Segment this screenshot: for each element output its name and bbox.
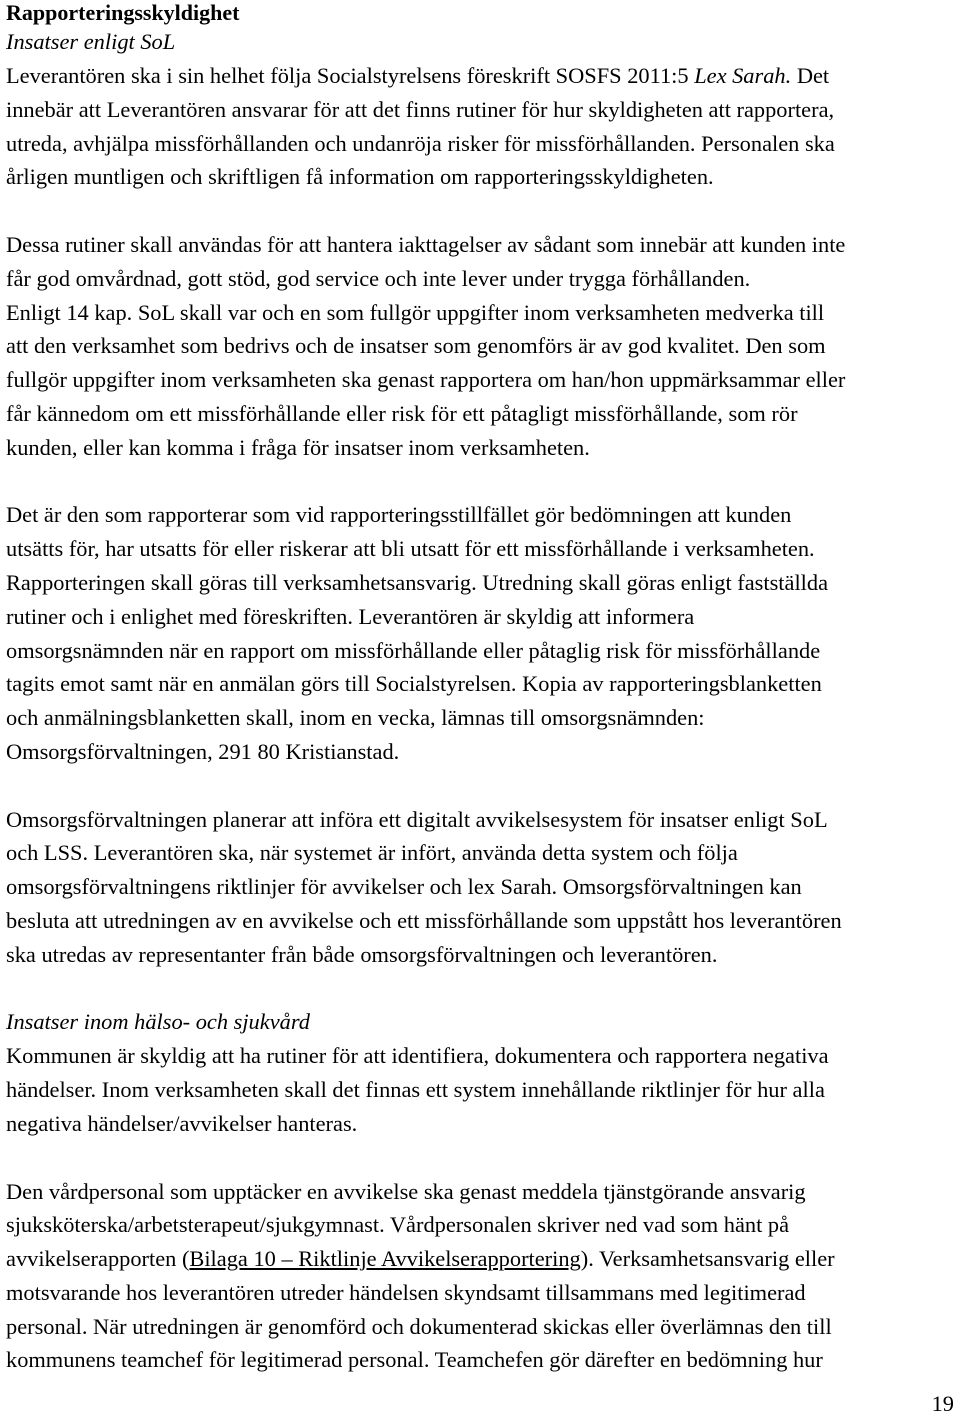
paragraph-reporting xyxy=(6,498,956,768)
paragraph-line: händelser. Inom verksamheten skall det finnas ett system innehållande riktlinjer för hur alla xyxy=(6,1077,825,1103)
paragraph-line: innebär att Leverantören ansvarar för att det finns rutiner för hur skyldigheten att rapportera, xyxy=(6,96,835,122)
paragraph-line: årligen muntligen och skriftligen få information om rapporteringsskyldigheten. xyxy=(6,164,714,190)
paragraph-line: motsvarande hos leverantören utreder händelsen skyndsamt tillsammans med legitimerad xyxy=(6,1279,806,1305)
paragraph-line: sjuksköterska/arbetsterapeut/sjukgymnast. Vårdpersonalen skriver ned vad som hänt på xyxy=(6,1212,790,1238)
paragraph-line: Det är den som rapporterar som vid rapporteringsstillfället gör bedömningen att kunden xyxy=(6,502,792,528)
paragraph-line: besluta att utredningen av en avvikelse och ett missförhållande som uppstått hos leverantören xyxy=(6,907,842,933)
paragraph-line: personal. När utredningen är genomförd och dokumenterad skickas eller överlämnas den till xyxy=(6,1313,832,1339)
bilaga-10-link[interactable]: Bilaga 10 – Riktlinje Avvikelserapportering xyxy=(189,1246,581,1272)
paragraph-care-staff xyxy=(6,1175,956,1378)
paragraph-line: omsorgsnämnden när en rapport om missförhållande eller påtaglig risk för missförhållande xyxy=(6,637,821,663)
paragraph-line: kunden, eller kan komma i fråga för insatser inom verksamheten. xyxy=(6,434,590,460)
subheading-sol: Insatser enligt SoL xyxy=(6,29,176,54)
paragraph-line: utreda, avhjälpa missförhållanden och undanröja risker för missförhållanden. Personalen ska xyxy=(6,130,835,156)
paragraph-line: fullgör uppgifter inom verksamheten ska genast rapportera om han/hon uppmärksammar eller xyxy=(6,367,846,393)
paragraph-line: tagits emot samt när en anmälan görs till Socialstyrelsen. Kopia av rapporteringsblanketten xyxy=(6,671,822,697)
paragraph-line: Omsorgsförvaltningen planerar att införa ett digitalt avvikelsesystem för insatser enligt SoL xyxy=(6,806,828,832)
paragraph-line: avvikelserapporten (Bilaga 10 – Riktlinje Avvikelserapportering). Verksamhetsansvarig eller xyxy=(6,1246,835,1272)
paragraph-line: Omsorgsförvaltningen, 291 80 Kristianstad. xyxy=(6,738,400,764)
document-page xyxy=(6,0,956,1377)
paragraph-line: Den vårdpersonal som upptäcker en avvikelse ska genast meddela tjänstgörande ansvarig xyxy=(6,1178,806,1204)
section-health xyxy=(6,1005,956,1377)
section-sol xyxy=(6,25,956,972)
paragraph-lex-sarah xyxy=(6,59,956,194)
paragraph-line: Dessa rutiner skall användas för att hantera iakttagelser av sådant som innebär att kunden inte xyxy=(6,231,846,257)
paragraph-line: och anmälningsblanketten skall, inom en vecka, lämnas till omsorgsnämnden: xyxy=(6,705,705,731)
paragraph-line: omsorgsförvaltningens riktlinjer för avvikelser och lex Sarah. Omsorgsförvaltningen kan xyxy=(6,874,802,900)
subheading-health: Insatser inom hälso- och sjukvård xyxy=(6,1009,310,1035)
paragraph-municipality-routines xyxy=(6,1039,956,1140)
paragraph-routines xyxy=(6,228,956,465)
paragraph-line: Kommunen är skyldig att ha rutiner för att identifiera, dokumentera och rapportera negativa xyxy=(6,1043,829,1069)
paragraph-line: negativa händelser/avvikelser hanteras. xyxy=(6,1110,358,1136)
paragraph-line: Rapporteringen skall göras till verksamhetsansvarig. Utredning skall göras enligt fastställda xyxy=(6,569,829,595)
section-heading: Rapporteringsskyldighet xyxy=(6,0,240,25)
paragraph-line: ska utredas av representanter från både omsorgsförvaltningen och leverantören. xyxy=(6,941,718,967)
paragraph-line: får god omvårdnad, gott stöd, god service och inte lever under trygga förhållanden. xyxy=(6,265,751,291)
paragraph-line: får kännedom om ett missförhållande eller risk för ett påtagligt missförhållande, som rör xyxy=(6,400,798,426)
paragraph-line: utsätts för, har utsatts för eller riskerar att bli utsatt för ett missförhållande i verksamheten. xyxy=(6,536,815,562)
paragraph-line: rutiner och i enlighet med föreskriften. Leverantören är skyldig att informera xyxy=(6,603,695,629)
paragraph-line: kommunens teamchef för legitimerad personal. Teamchefen gör därefter en bedömning hur xyxy=(6,1347,823,1373)
page-number: 19 xyxy=(931,1391,954,1416)
paragraph-line: Enligt 14 kap. SoL skall var och en som fullgör uppgifter inom verksamheten medverka till xyxy=(6,299,825,325)
paragraph-digital-system xyxy=(6,803,956,972)
paragraph-line: och LSS. Leverantören ska, när systemet är infört, använda detta system och följa xyxy=(6,840,738,866)
paragraph-line: Leverantören ska i sin helhet följa Socialstyrelsens föreskrift SOSFS 2011:5 Lex Sarah. Det xyxy=(6,63,830,88)
paragraph-line: att den verksamhet som bedrivs och de insatser som genomförs är av god kvalitet. Den som xyxy=(6,333,826,359)
lex-sarah-term: Lex Sarah. xyxy=(694,63,792,88)
